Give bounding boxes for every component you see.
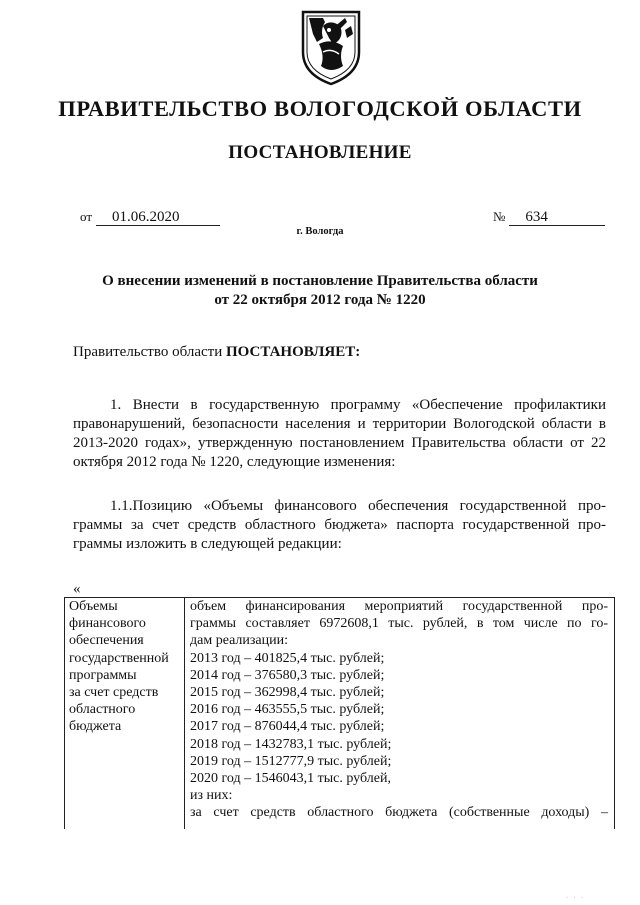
table-label-line: программы (69, 667, 137, 683)
table-value-cell (190, 598, 610, 822)
table-value-line: 2013 год – 401825,4 тыс. рублей; (190, 650, 385, 666)
table-label-line: финансового (69, 616, 146, 632)
table-label-line: государственной (69, 650, 169, 666)
table-label-line: областного (69, 702, 136, 718)
table-label-cell (69, 598, 169, 736)
decree-keyword: ПОСТАНОВЛЯЕТ: (225, 344, 361, 360)
paragraph-line: правонарушений, безопасности населения и территории Вологодской области в (73, 416, 606, 432)
document-subject (0, 272, 640, 310)
decree-prefix: Правительство области (73, 344, 226, 360)
table-value-line: 2020 год – 1546043,1 тыс. рублей, (190, 771, 391, 787)
document-type-heading: ПОСТАНОВЛЕНИЕ (228, 142, 412, 163)
table-value-line: дам реализации: (190, 633, 289, 649)
opening-quote-mark: « (73, 581, 81, 597)
document-city: г. Вологда (296, 226, 344, 237)
table-value-line: 2016 год – 463555,5 тыс. рублей; (190, 702, 385, 718)
table-value-line: 2014 год – 376580,3 тыс. рублей; (190, 667, 385, 683)
table-label-line: обеспечения (69, 633, 144, 649)
paragraph-line: 1.1.Позицию «Объемы финансового обеспечения государственной про- (110, 498, 606, 514)
paragraph-line: 1. Внести в государственную программу «Обеспечение профилактики (110, 397, 606, 413)
document-number: 634 (509, 209, 605, 226)
table-label-line: бюджета (69, 719, 122, 735)
table-value-line: объем финансирования мероприятий государственной про- (190, 599, 608, 614)
government-title: ПРАВИТЕЛЬСТВО ВОЛОГОДСКОЙ ОБЛАСТИ (58, 96, 582, 121)
paragraph-line: граммы изложить в следующей редакции: (73, 536, 342, 552)
table-label-line: Объемы (69, 599, 118, 614)
vologda-coat-of-arms-icon (299, 8, 363, 86)
table-value-line: из них: (190, 788, 233, 804)
table-column-divider (184, 597, 185, 829)
table-value-line: 2015 год – 362998,4 тыс. рублей; (190, 685, 385, 701)
table-value-line: 2018 год – 1432783,1 тыс. рублей; (190, 736, 392, 752)
paragraph-line: октября 2012 года № 1220, следующие изменения: (73, 454, 396, 470)
subject-line: от 22 октября 2012 года № 1220 (214, 292, 426, 308)
date-prefix: от (80, 209, 93, 224)
document-number-field (493, 208, 605, 226)
paragraph-1-1 (73, 497, 606, 554)
scan-marks: · · · (566, 895, 585, 901)
decree-statement (73, 344, 360, 361)
paragraph-line: граммы за счет средств областного бюджета» паспорта государственной про- (73, 517, 606, 533)
table-value-line: 2019 год – 1512777,9 тыс. рублей; (190, 753, 392, 769)
table-label-line: за счет средств (69, 685, 159, 701)
document-date-field (80, 208, 220, 226)
table-value-line: за счет средств областного бюджета (собственные доходы) – (190, 805, 608, 821)
table-value-line: 2017 год – 876044,4 тыс. рублей; (190, 719, 385, 735)
number-prefix: № (493, 209, 506, 224)
paragraph-line: 2013-2020 годах», утвержденную постановлением Правительства области от 22 (73, 435, 606, 451)
subject-line: О внесении изменений в постановление Правительства области (102, 273, 538, 289)
paragraph-1 (73, 396, 606, 472)
document-date: 01.06.2020 (96, 209, 220, 226)
table-value-line: граммы составляет 6972608,1 тыс. рублей, в том числе по го- (190, 616, 608, 632)
